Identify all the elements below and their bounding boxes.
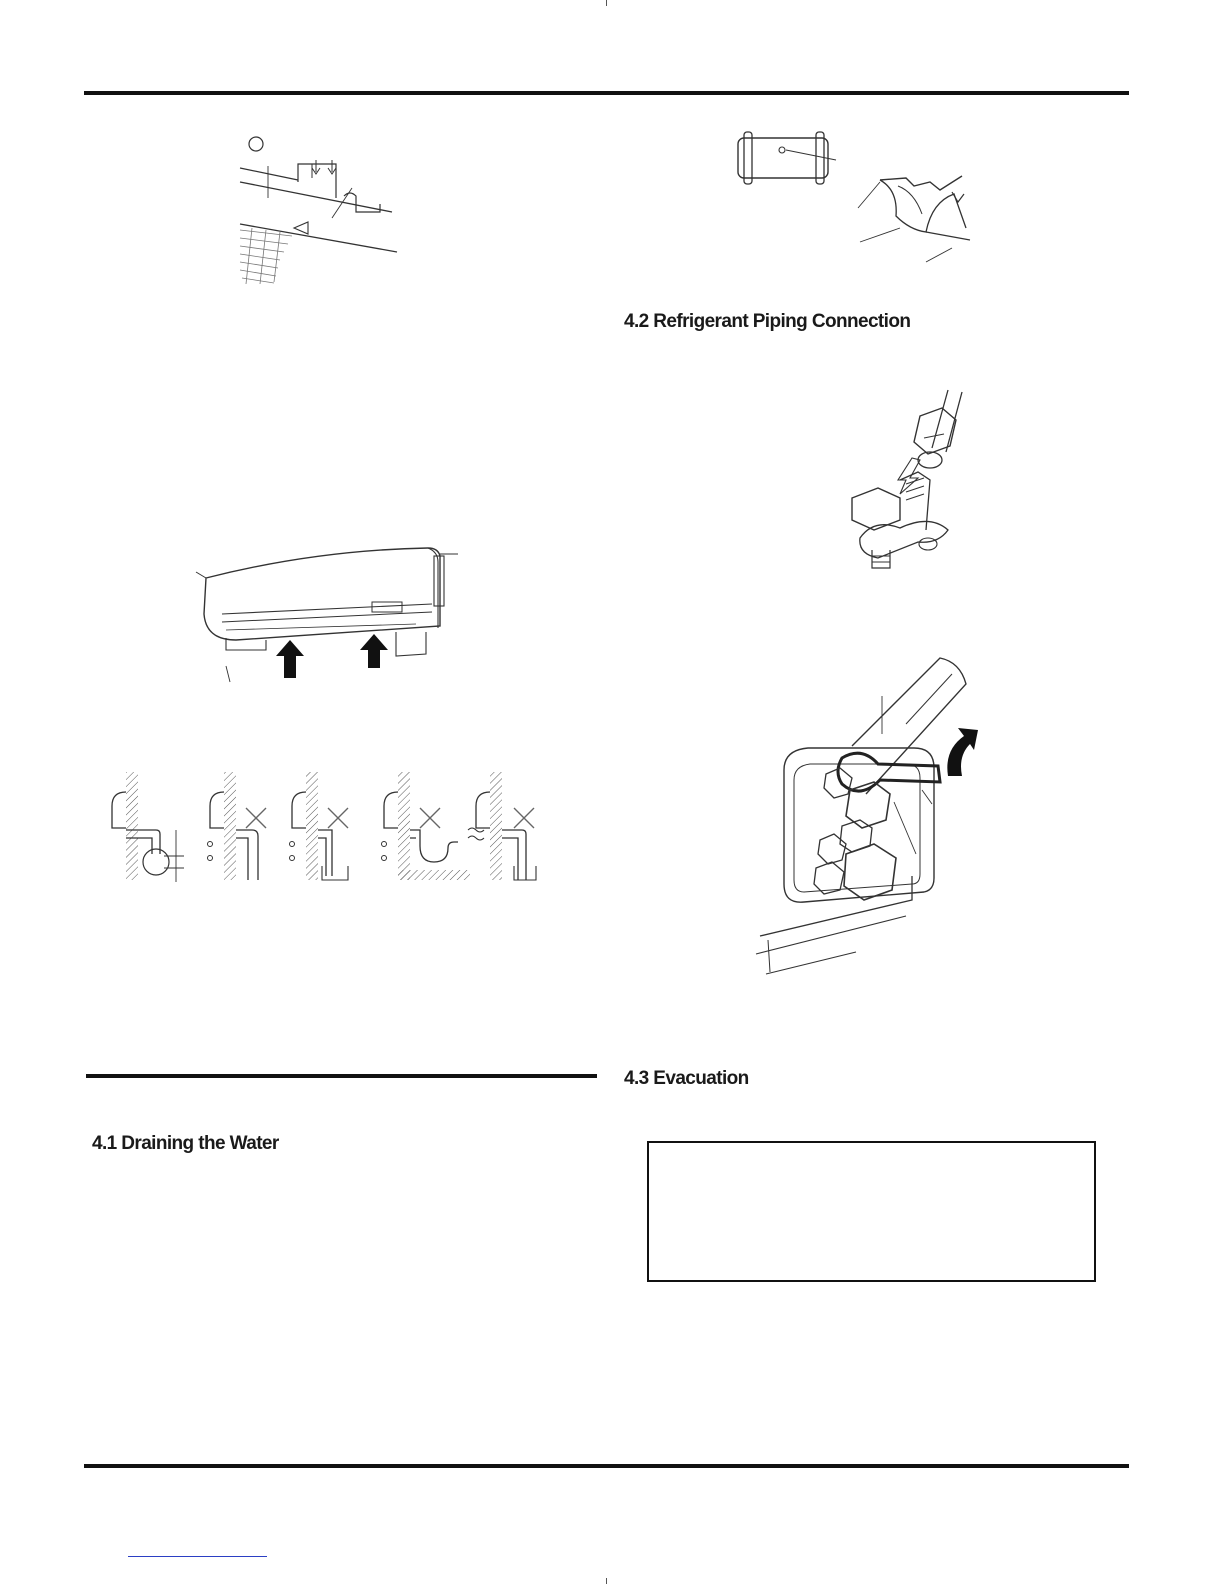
pipe-insulation-icon xyxy=(730,128,980,273)
indoor-unit-icon xyxy=(196,544,466,684)
insulation-band-figure xyxy=(730,128,980,273)
drain-example-wrong-4 xyxy=(468,772,536,880)
section-4-2-heading: 4.2 Refrigerant Piping Connection xyxy=(624,311,911,332)
installation-plate-hook-icon xyxy=(232,128,402,288)
drain-hose-examples-icon xyxy=(100,770,540,888)
bottom-crop-mark xyxy=(606,1578,607,1584)
footer-link-underline[interactable] xyxy=(128,1556,267,1557)
drain-example-correct xyxy=(112,772,184,882)
drain-example-wrong-1 xyxy=(208,772,267,880)
wrench-tightening-figure xyxy=(756,654,980,980)
wrench-tightening-icon xyxy=(756,654,980,980)
section-4-1-heading: 4.1 Draining the Water xyxy=(92,1133,279,1154)
flare-nut-connection-icon xyxy=(828,388,978,578)
top-crop-mark xyxy=(606,0,607,6)
section-4-rule xyxy=(86,1074,597,1078)
drain-example-wrong-3 xyxy=(382,772,471,880)
drain-example-wrong-2 xyxy=(290,772,349,880)
evacuation-note-box xyxy=(647,1141,1096,1282)
header-rule xyxy=(84,91,1129,95)
footer-rule xyxy=(84,1464,1129,1468)
mounting-detail-figure xyxy=(232,128,402,288)
flare-nut-figure xyxy=(828,388,978,578)
indoor-unit-figure xyxy=(196,544,466,684)
section-4-3-heading: 4.3 Evacuation xyxy=(624,1068,749,1089)
drain-examples-figure xyxy=(100,770,540,888)
